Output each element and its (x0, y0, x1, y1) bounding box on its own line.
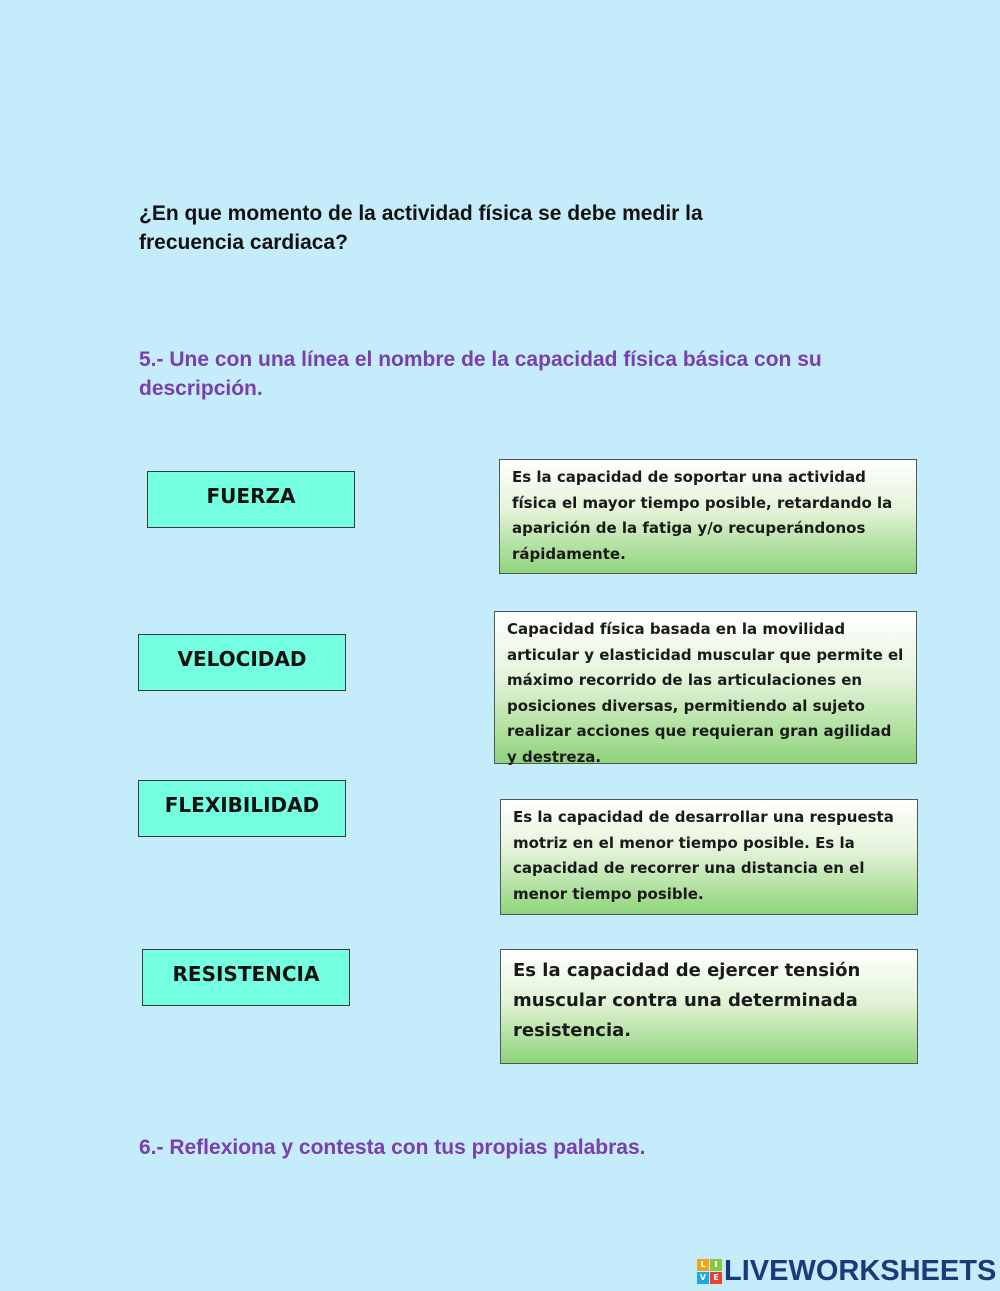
capacity-resistencia[interactable]: RESISTENCIA (142, 949, 350, 1006)
logo-text: LIVEWORKSHEETS (724, 1255, 997, 1287)
description-fuerza[interactable]: Es la capacidad de ejercer tensión muscular contra una determinada resistencia. (500, 949, 918, 1064)
description-velocidad[interactable]: Es la capacidad de desarrollar una respuesta motriz en el menor tiempo posible. Es la capacidad de recorrer una distancia en el menor tiempo posible. (500, 799, 918, 915)
capacity-fuerza[interactable]: FUERZA (147, 471, 355, 528)
logo-mark-icon: L I V E (697, 1259, 722, 1284)
section-6-title: 6.- Reflexiona y contesta con tus propias palabras. (139, 1136, 646, 1159)
description-resistencia[interactable]: Es la capacidad de soportar una actividad física el mayor tiempo posible, retardando la aparición de la fatiga y/o recuperándonos rápidamente. (499, 459, 917, 574)
description-flexibilidad[interactable]: Capacidad física basada en la movilidad articular y elasticidad muscular que permite el máximo recorrido de las articulaciones en posiciones diversas, permitiendo al sujeto realizar acciones que requieran gran agilidad y destreza. (494, 611, 917, 764)
question-text: ¿En que momento de la actividad física se debe medir la frecuencia cardiaca? (139, 202, 703, 254)
capacity-flexibilidad[interactable]: FLEXIBILIDAD (138, 780, 346, 837)
liveworksheets-logo (697, 1255, 996, 1288)
section-5-title: 5.- Une con una línea el nombre de la capacidad física básica con su descripción. (139, 348, 822, 400)
capacity-velocidad[interactable]: VELOCIDAD (138, 634, 346, 691)
